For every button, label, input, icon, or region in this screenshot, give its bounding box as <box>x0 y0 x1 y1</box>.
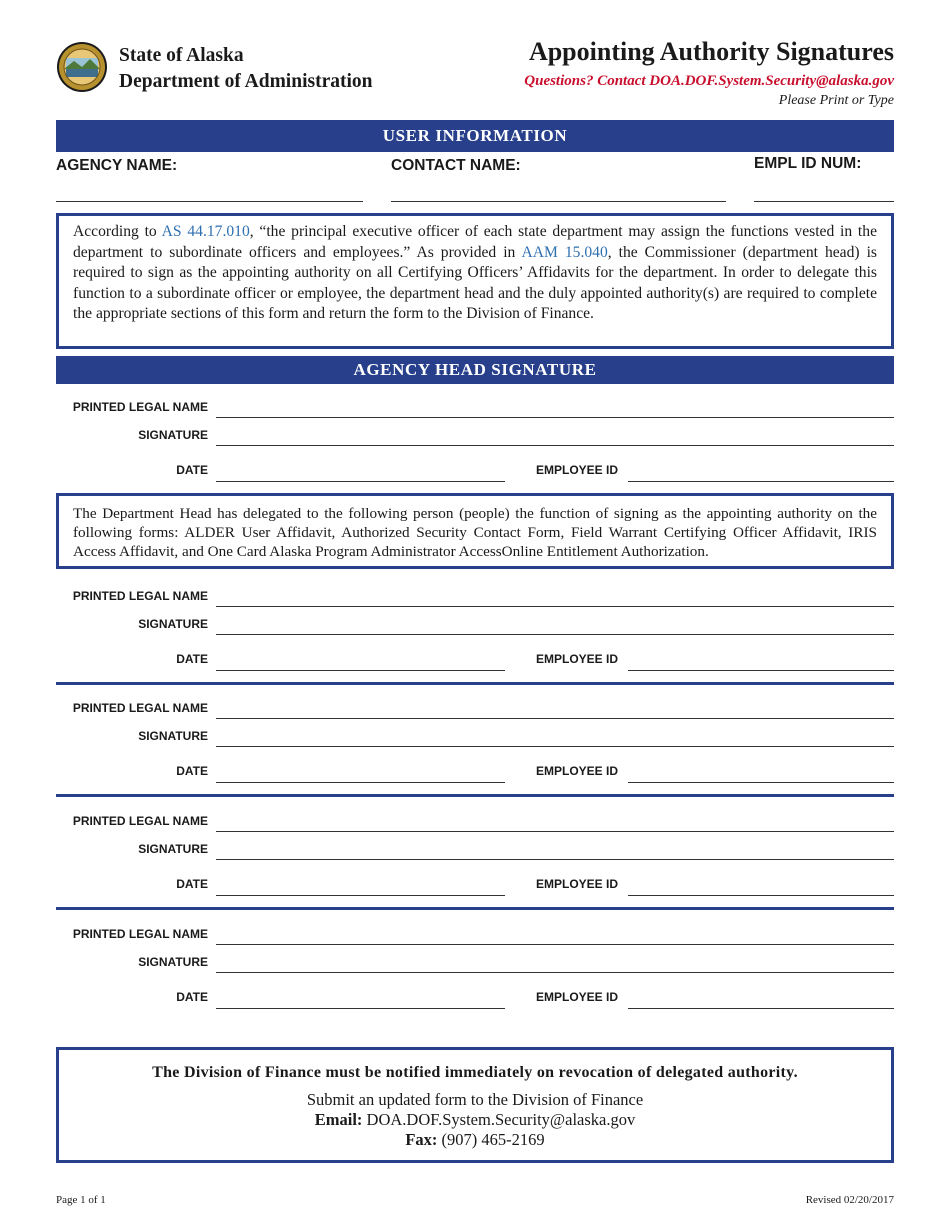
date-label: DATE <box>176 463 208 477</box>
signature-label: SIGNATURE <box>138 617 208 631</box>
date-label: DATE <box>176 877 208 891</box>
email-line <box>59 1110 891 1130</box>
printed-name-field[interactable] <box>216 831 894 832</box>
revision-date: Revised 02/20/2017 <box>805 1194 894 1206</box>
signature-field[interactable] <box>216 634 894 635</box>
empl-id-label: EMPL ID NUM: <box>754 155 862 172</box>
email-label: Email: <box>314 1110 363 1129</box>
contact-name-field[interactable] <box>391 201 726 202</box>
signature-label: SIGNATURE <box>138 955 208 969</box>
signature-label: SIGNATURE <box>138 428 208 442</box>
signature-field[interactable] <box>216 972 894 973</box>
employee-id-field[interactable] <box>628 670 894 671</box>
agency-head-signature-block <box>56 392 894 492</box>
section-divider <box>56 907 894 910</box>
employee-id-label: EMPLOYEE ID <box>536 877 619 891</box>
section-divider <box>56 794 894 797</box>
date-field[interactable] <box>216 481 505 482</box>
delegate-signature-block-3 <box>56 806 894 906</box>
employee-id-field[interactable] <box>628 782 894 783</box>
delegation-text: The Department Head has delegated to the following person (people) the function of signing as the appointing authority on the following forms: ALDER User Affidavit, Authorized Security Contact Form, Field Warrant Certifying Officer Affidavit, IRIS Access Affidavit, and One Card Alaska Program Administrator AccessOnline Entitlement Authorization. <box>73 505 877 560</box>
signature-field[interactable] <box>216 859 894 860</box>
date-label: DATE <box>176 764 208 778</box>
statute-link[interactable]: AS 44.17.010 <box>161 223 250 240</box>
agency-name-field[interactable] <box>56 201 363 202</box>
date-field[interactable] <box>216 782 505 783</box>
printed-name-label: PRINTED LEGAL NAME <box>72 400 208 414</box>
fax-line <box>59 1130 891 1150</box>
employee-id-field[interactable] <box>628 1008 894 1009</box>
signature-field[interactable] <box>216 746 894 747</box>
printed-name-field[interactable] <box>216 944 894 945</box>
org-name-state: State of Alaska <box>119 45 244 66</box>
intro-text-3: , the Commissioner (department head) is required to sign as the appointing authority on all Certifying Officers’ Affidavits for the department. In order to delegate this function to a subordinate officer or employee, the department head and the duly appointed authority(s) are required to complete the appropriate sections of this form and return the form to the Division of Finance. <box>73 243 877 323</box>
intro-text-2: , “the principal executive officer of each state department may assign the functions vested in the department to subordinate officers and employees.” As provided in <box>73 223 877 261</box>
submit-line: Submit an updated form to the Division of Finance <box>306 1090 644 1109</box>
agency-name-label: AGENCY NAME: <box>56 157 178 174</box>
employee-id-label: EMPLOYEE ID <box>536 463 619 477</box>
page-number: Page 1 of 1 <box>56 1194 106 1206</box>
date-field[interactable] <box>216 1008 505 1009</box>
revocation-notice: The Division of Finance must be notified immediately on revocation of delegated authority. <box>152 1064 798 1081</box>
printed-name-field[interactable] <box>216 417 894 418</box>
printed-name-label: PRINTED LEGAL NAME <box>72 701 208 715</box>
intro-text-1: According to <box>73 223 162 240</box>
submit-instructions <box>59 1090 891 1150</box>
printed-name-label: PRINTED LEGAL NAME <box>72 814 208 828</box>
signature-label: SIGNATURE <box>138 842 208 856</box>
employee-id-label: EMPLOYEE ID <box>536 652 619 666</box>
email-value[interactable]: DOA.DOF.System.Security@alaska.gov <box>366 1110 636 1129</box>
date-label: DATE <box>176 652 208 666</box>
date-field[interactable] <box>216 895 505 896</box>
employee-id-field[interactable] <box>628 481 894 482</box>
intro-box <box>56 213 894 349</box>
printed-name-label: PRINTED LEGAL NAME <box>72 589 208 603</box>
manual-link[interactable]: AAM 15.040 <box>521 243 608 261</box>
print-instruction: Please Print or Type <box>778 93 894 108</box>
contact-name-label: CONTACT NAME: <box>391 157 521 174</box>
user-info-heading: USER INFORMATION <box>56 120 894 152</box>
agency-head-heading: AGENCY HEAD SIGNATURE <box>56 356 894 384</box>
delegate-signature-block-1 <box>56 581 894 681</box>
signature-field[interactable] <box>216 445 894 446</box>
printed-name-field[interactable] <box>216 718 894 719</box>
section-divider <box>56 682 894 685</box>
signature-label: SIGNATURE <box>138 729 208 743</box>
employee-id-field[interactable] <box>628 895 894 896</box>
intro-paragraph <box>73 222 877 325</box>
empl-id-field[interactable] <box>754 201 894 202</box>
state-seal-logo <box>56 41 108 93</box>
revocation-notice-box <box>56 1047 894 1163</box>
employee-id-label: EMPLOYEE ID <box>536 764 619 778</box>
printed-name-label: PRINTED LEGAL NAME <box>72 927 208 941</box>
org-name-department: Department of Administration <box>119 71 373 92</box>
page-title: Appointing Authority Signatures <box>528 37 894 66</box>
printed-name-field[interactable] <box>216 606 894 607</box>
fax-label: Fax: <box>405 1130 438 1149</box>
contact-email-link[interactable]: Questions? Contact DOA.DOF.System.Security@alaska.gov <box>524 73 894 89</box>
date-label: DATE <box>176 990 208 1004</box>
delegate-signature-block-4 <box>56 919 894 1019</box>
delegation-box <box>56 493 894 569</box>
fax-value: (907) 465-2169 <box>441 1130 545 1149</box>
delegate-signature-block-2 <box>56 693 894 793</box>
employee-id-label: EMPLOYEE ID <box>536 990 619 1004</box>
date-field[interactable] <box>216 670 505 671</box>
